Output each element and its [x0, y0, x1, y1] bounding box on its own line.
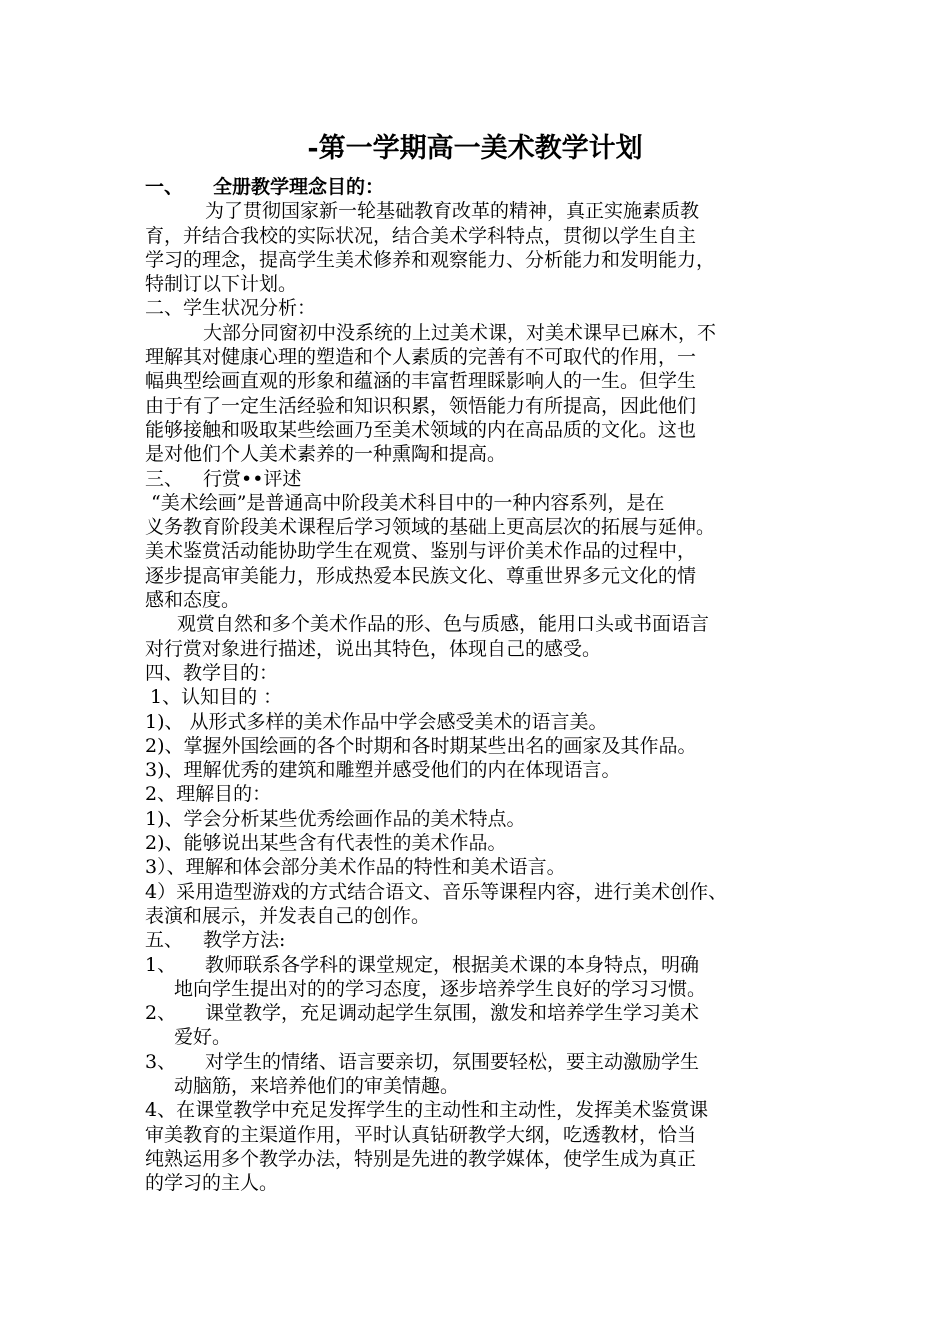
paragraph-line: 观赏自然和多个美术作品的形、色与质感，能用口头或书面语言 — [177, 613, 710, 636]
paragraph-line: 感和态度。 — [145, 589, 241, 612]
list-item: 4）采用造型游戏的方式结合语文、音乐等课程内容，进行美术创作、 — [145, 880, 728, 903]
paragraph-line: 理解其对健康心理的塑造和个人素质的完善有不可取代的作用，一 — [145, 346, 697, 369]
paragraph-line: 对行赏对象进行描述，说出其特色，体现自己的感受。 — [145, 637, 602, 660]
document-title: -第一学期高一美术教学计划 — [307, 133, 643, 164]
section-3-title: 行赏••评述 — [203, 467, 302, 490]
paragraph-line: 由于有了一定生活经验和知识积累，领悟能力有所提高，因此他们 — [145, 394, 697, 417]
paragraph-line: 大部分同窗初中没系统的上过美术课，对美术课早已麻木，不 — [203, 321, 717, 344]
list-item: 2)、掌握外国绘画的各个时期和各时期某些出名的画家及其作品。 — [145, 734, 697, 757]
paragraph-line: 是对他们个人美术素养的一种熏陶和提高。 — [145, 443, 507, 466]
list-item: 3）、理解和体会部分美术作品的特性和美术语言。 — [145, 856, 566, 879]
list-item: 3)、理解优秀的建筑和雕塑并感受他们的内在体现语言。 — [145, 759, 621, 782]
section-5-title: 教学方法: — [203, 929, 286, 952]
subsection-heading: 1、认知目的 ： — [150, 686, 283, 709]
section-2-heading: 二、学生状况分析： — [145, 297, 317, 320]
list-item: 2)、能够说出某些含有代表性的美术作品。 — [145, 832, 507, 855]
paragraph-line: 特制订以下计划。 — [145, 273, 298, 296]
paragraph-line: 审美教育的主渠道作用，平时认真钻研教学大纲，吃透教材，恰当 — [145, 1123, 697, 1146]
section-5-number: 五、 — [145, 929, 184, 952]
section-1-title: 全册教学理念目的： — [213, 176, 385, 198]
method-text: 课堂教学，充足调动起学生氛围，激发和培养学生学习美术 — [205, 1002, 700, 1025]
paragraph-line: 幅典型绘画直观的形象和蕴涵的丰富哲理睬影响人的一生。但学生 — [145, 370, 697, 393]
paragraph-line: 的学习的主人。 — [145, 1172, 279, 1195]
method-item — [145, 1001, 815, 1025]
paragraph-line: 为了贯彻国家新一轮基础教育改革的精神，真正实施素质教 — [205, 200, 700, 223]
method-text: 对学生的情绪、语言要亲切，氛围要轻松，要主动激励学生 — [205, 1050, 700, 1073]
document-body — [145, 175, 815, 1195]
method-item — [145, 953, 815, 977]
method-item-continuation: 动脑筋，来培养他们的审美情趣。 — [174, 1074, 460, 1097]
list-item: 表演和展示，并发表自己的创作。 — [145, 904, 431, 927]
list-item: 1)、学会分析某些优秀绘画作品的美术特点。 — [145, 807, 526, 830]
paragraph-line: 义务教育阶段美术课程后学习领域的基础上更高层次的拓展与延伸。 — [145, 516, 716, 539]
paragraph-line: 学习的理念，提高学生美术修养和观察能力、分析能力和发明能力， — [145, 248, 716, 271]
section-1-heading — [145, 175, 815, 199]
paragraph-line: 纯熟运用多个教学办法，特别是先进的教学媒体，使学生成为真正 — [145, 1147, 697, 1170]
method-item — [145, 1050, 815, 1074]
list-item: 1)、 从形式多样的美术作品中学会感受美术的语言美。 — [145, 710, 608, 733]
section-3-heading — [145, 467, 815, 491]
section-1-number: 一、 — [145, 176, 184, 198]
paragraph-line: 能够接触和吸取某些绘画乃至美术领域的内在高品质的文化。这也 — [145, 418, 697, 441]
section-5-heading — [145, 928, 815, 952]
method-item-continuation: 地向学生提出对的的学习态度，逐步培养学生良好的学习习惯。 — [174, 977, 707, 1000]
paragraph-line: 育，并结合我校的实际状况，结合美术学科特点，贯彻以学生自主 — [145, 224, 697, 247]
paragraph-line: 美术鉴赏活动能协助学生在观赏、鉴别与评价美术作品的过程中， — [145, 540, 697, 563]
paragraph-line: “美术绘画”是普通高中阶段美术科目中的一种内容系列，是在 — [151, 491, 665, 514]
method-number: 1、 — [145, 953, 177, 976]
method-number: 3、 — [145, 1050, 177, 1073]
method-item-continuation: 爱好。 — [174, 1026, 232, 1049]
section-3-number: 三、 — [145, 467, 184, 490]
paragraph-line: 4、在课堂教学中充足发挥学生的主动性和主动性，发挥美术鉴赏课 — [145, 1099, 709, 1122]
method-text: 教师联系各学科的课堂规定，根据美术课的本身特点，明确 — [205, 953, 700, 976]
subsection-heading: 2、理解目的： — [145, 783, 272, 806]
paragraph-line: 逐步提高审美能力，形成热爱本民族文化、尊重世界多元文化的情 — [145, 564, 697, 587]
section-4-heading: 四、教学目的： — [145, 661, 279, 684]
method-number: 2、 — [145, 1002, 177, 1025]
